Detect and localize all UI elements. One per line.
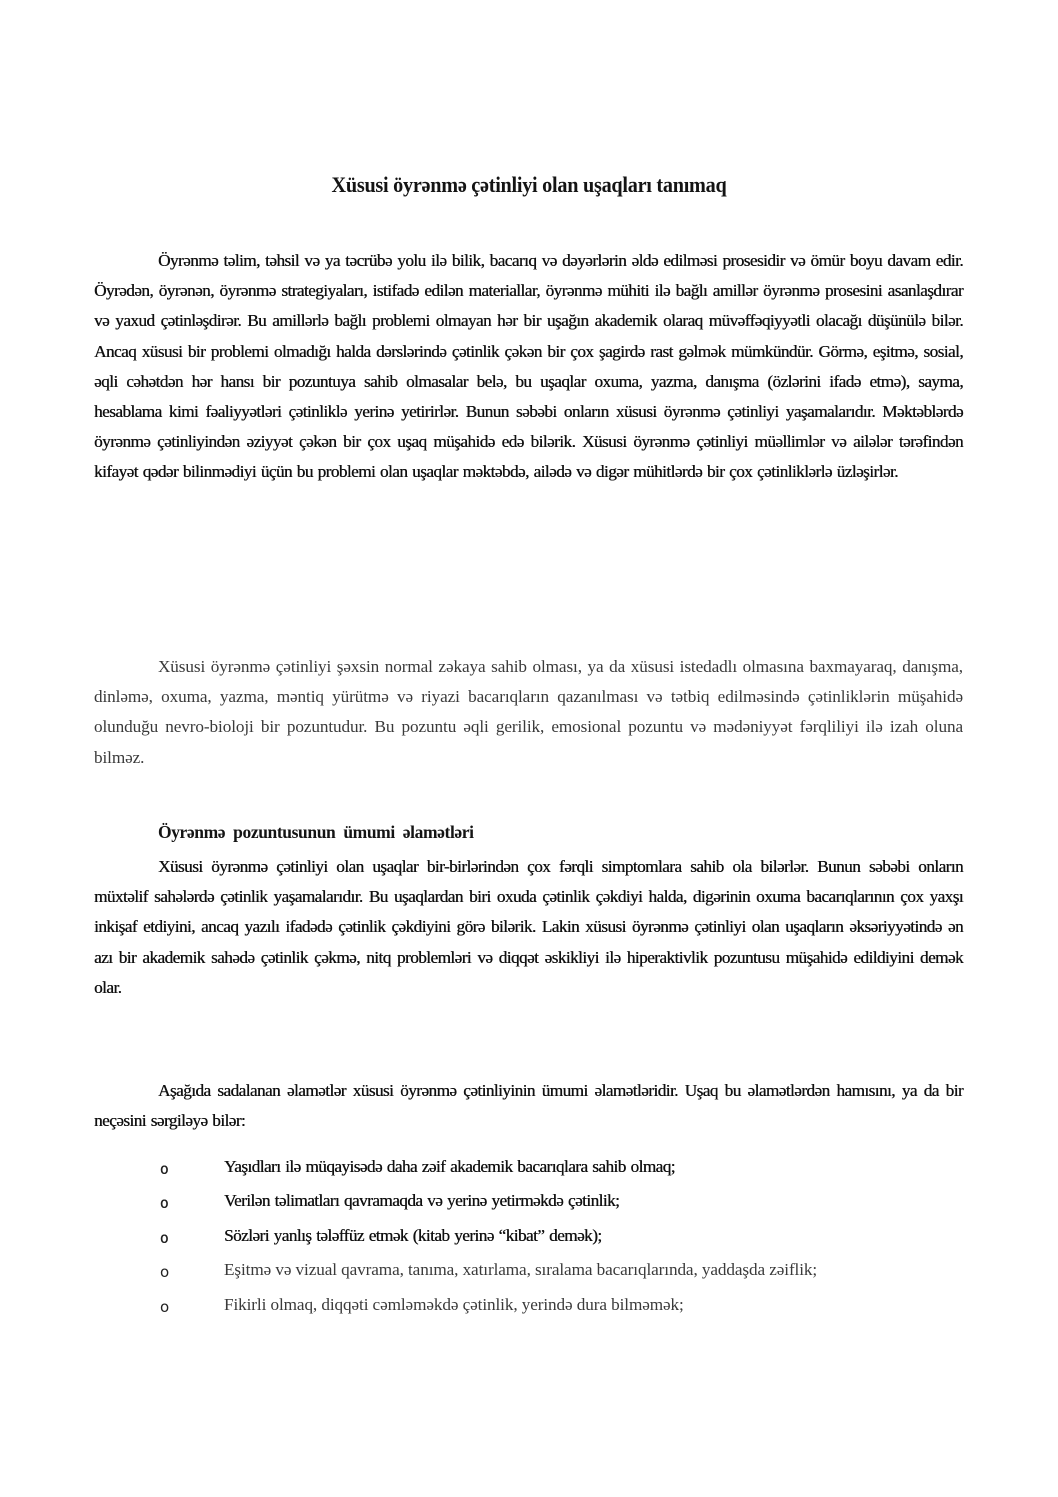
symptom-list [94, 1152, 994, 1324]
list-item-text: Fikirli olmaq, diqqəti cəmləməkdə çətinlik, yerində dura bilməmək; [224, 1294, 684, 1314]
list-item [94, 1186, 994, 1220]
paragraph-symptoms: Xüsusi öyrənmə çətinliyi olan uşaqlar bir-birlərindən çox fərqli simptomlara sahib ola bilərlər. Bunun səbəbi onların müxtəlif sahələrdə çətinlik yaşamalarıdır. Bu uşaqlardan biri oxuda çətinlik çəkdiyi halda, digərinin oxuma bacarıqlarının çox yaxşı inkişaf etdiyini, ancaq yazılı ifadədə çətinlik çəkdiyini görə bilərik. Lakin xüsusi öyrənmə çətinliyi olan uşaqların əksəriyyətində ən azı bir akademik sahədə çətinlik çəkmə, nitq problemləri və diqqət əskikliyi ilə hiperaktivlik pozuntusu müşahidə edildiyini demək olar. [94, 857, 963, 997]
list-item-text: Yaşıdları ilə müqayisədə daha zəif akademik bacarıqlara sahib olmaq; [224, 1157, 675, 1176]
paragraph-definition: Xüsusi öyrənmə çətinliyi şəxsin normal zəkaya sahib olması, ya da xüsusi istedadlı olmasına baxmayaraq, danışma, dinləmə, oxuma, yazma, məntiq yürütmə və riyazi bacarıqların qazanılması və tətbiq edilməsində çətinliklərin müşahidə olunduğu nevro-bioloji bir pozuntudur. Bu pozuntu əqli gerilik, emosional pozuntu və mədəniyyət fərqliliyi ilə izah oluna bilməz. [94, 657, 963, 767]
bullet-icon: o [160, 1297, 170, 1316]
list-item [94, 1290, 994, 1324]
list-item-text: Eşitmə və vizual qavrama, tanıma, xatırlama, sıralama bacarıqlarında, yaddaşda zəiflik; [224, 1260, 818, 1280]
list-item [94, 1152, 994, 1186]
document-title: Xüsusi öyrənmə çətinliyi olan uşaqları tanımaq [331, 172, 727, 197]
list-item [94, 1255, 994, 1289]
list-item-text: Sözləri yanlış tələffüz etmək (kitab yerinə “kibat” demək); [224, 1225, 602, 1245]
list-item-text: Verilən təlimatları qavramaqda və yerinə yetirməkdə çətinlik; [224, 1191, 620, 1211]
list-item [94, 1221, 994, 1255]
paragraph-intro: Öyrənmə təlim, təhsil və ya təcrübə yolu ilə bilik, bacarıq və dəyərlərin əldə edilməsi prosesidir və ömür boyu davam edir. Öyrədən, öyrənən, öyrənmə strategiyaları, istifadə edilən materiallar, öyrənmə mühiti ilə bağlı amillər öyrənmə prosesini asanlaşdırar və yaxud çətinləşdirər. Bu amillərlə bağlı problemi olmayan hər bir uşağın akademik olaraq müvəffəqiyyətli olacağı düşünülə bilər. Ancaq xüsusi bir problemi olmadığı halda dərslərində çətinlik çəkən bir çox şagirdə rast gəlmək mümkündür. Görmə, eşitmə, sosial, əqli cəhətdən hər hansı bir pozuntuya sahib olmasalar belə, bu uşaqlar oxuma, yazma, danışma (özlərini ifadə etmə), sayma, hesablama kimi fəaliyyətləri çətinliklə yerinə yetirirlər. Bunun səbəbi onların xüsusi öyrənmə çətinliyi yaşamalarıdır. Məktəblərdə öyrənmə çətinliyindən əziyyət çəkən bir çox uşaq müşahidə edə bilərik. Xüsusi öyrənmə çətinliyi müəllimlər və ailələr tərəfindən kifayət qədər bilinmədiyi üçün bu problemi olan uşaqlar məktəbdə, ailədə və digər mühitlərdə bir çox çətinliklərlə üzləşirlər. [94, 251, 963, 482]
bullet-icon: o [160, 1160, 168, 1178]
section-heading: Öyrənmə pozuntusunun ümumi əlamətləri [158, 822, 474, 842]
bullet-icon: o [160, 1228, 168, 1247]
bullet-icon: o [160, 1194, 168, 1213]
paragraph-list-intro: Aşağıda sadalanan əlamətlər xüsusi öyrənmə çətinliyinin ümumi əlamətləridir. Uşaq bu əlamətlərdən hamısını, ya da bir neçəsini sərgiləyə bilər: [94, 1081, 963, 1131]
bullet-icon: o [160, 1263, 170, 1282]
